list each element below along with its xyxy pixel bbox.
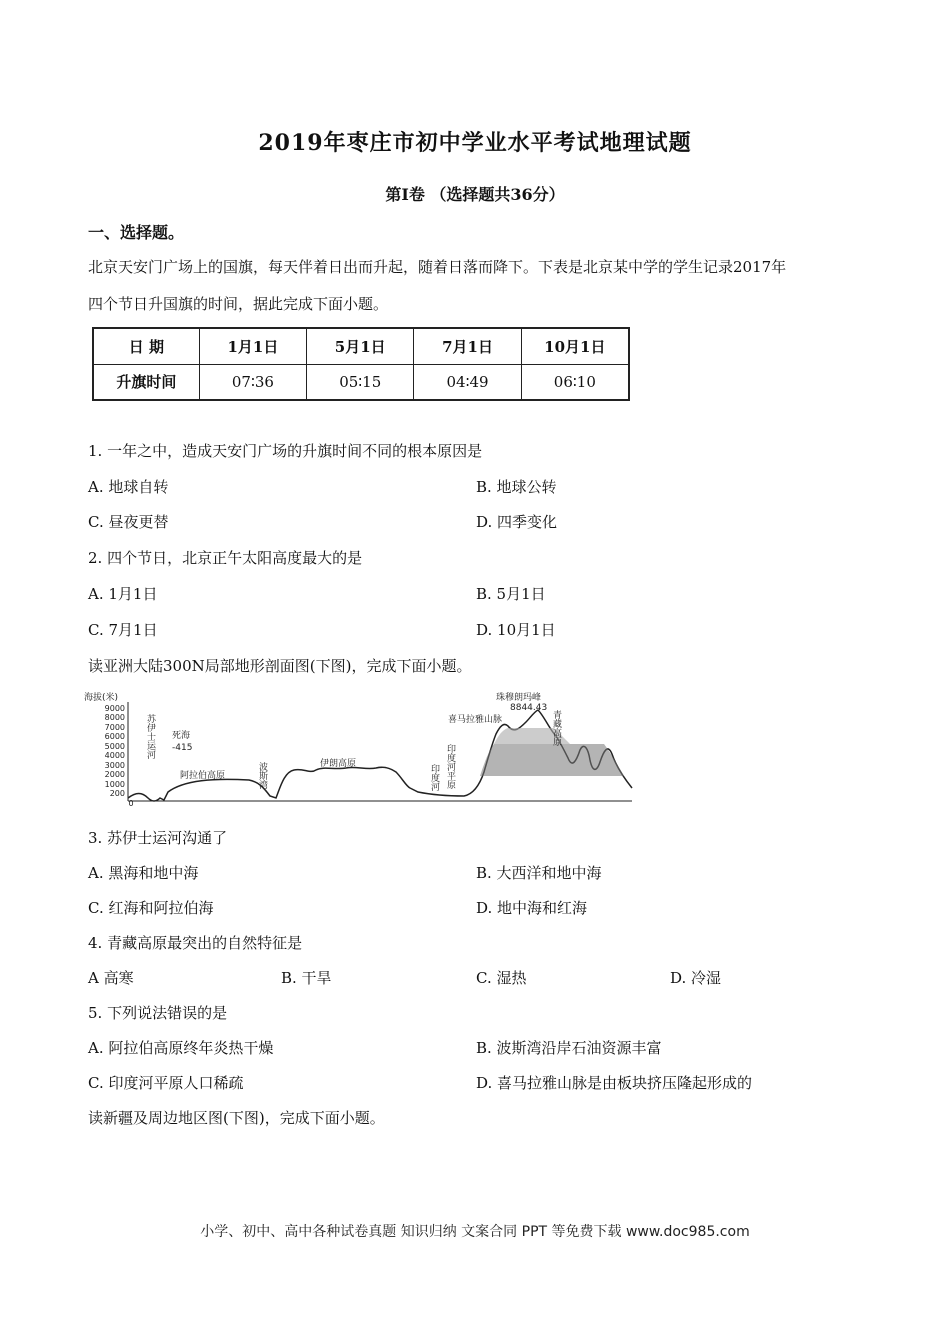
q3-option-c[interactable]: C. 红海和阿拉伯海 [88, 899, 214, 917]
y-tick-label: 4000 [104, 751, 125, 760]
q1-option-b[interactable]: B. 地球公转 [476, 478, 557, 496]
label-dead-sea: 死海 [172, 731, 191, 741]
q4-option-d[interactable]: D. 冷湿 [670, 969, 722, 987]
label-himalaya: 喜马拉雅山脉 [448, 715, 503, 725]
label-everest: 珠穆朗玛峰 [496, 693, 542, 703]
y-tick-label: 7000 [104, 723, 125, 732]
q4-option-a[interactable]: A 高寒 [88, 969, 134, 987]
table-header-cell: 1月1日 [199, 328, 306, 364]
table-row [93, 328, 629, 364]
table-cell: 升旗时间 [93, 364, 199, 400]
table-header-cell: 5月1日 [307, 328, 414, 364]
q5-option-d[interactable]: D. 喜马拉雅山脉是由板块挤压隆起形成的 [476, 1074, 753, 1092]
table-cell: 06∶10 [521, 364, 629, 400]
table-cell: 04∶49 [414, 364, 521, 400]
label-suez-canal: 苏伊士运河 [145, 714, 155, 759]
table-header-cell: 10月1日 [521, 328, 629, 364]
y-tick-label: 200 [109, 789, 125, 798]
table-header-cell: 7月1日 [414, 328, 521, 364]
label-persian-gulf: 波斯湾 [257, 762, 267, 789]
q1-option-a[interactable]: A. 地球自转 [88, 478, 169, 496]
plateau-shading [480, 744, 624, 776]
q2-option-c[interactable]: C. 7月1日 [88, 621, 158, 639]
q5-option-b[interactable]: B. 波斯湾沿岸石油资源丰富 [476, 1039, 662, 1057]
question-2-stem: 2. 四个节日，北京正午太阳高度最大的是 [88, 549, 363, 567]
q2-option-b[interactable]: B. 5月1日 [476, 585, 546, 603]
y-tick-label: 6000 [104, 732, 125, 741]
table-cell: 05∶15 [307, 364, 414, 400]
label-tibet: 青藏高原 [551, 710, 561, 746]
q1-option-c[interactable]: C. 昼夜更替 [88, 513, 169, 531]
q1-option-d[interactable]: D. 四季变化 [476, 513, 558, 531]
table-row [93, 364, 629, 400]
label-arabia: 阿拉伯高原 [180, 771, 226, 781]
label-everest-value: 8844.43 [510, 703, 548, 713]
question-3-stem: 3. 苏伊士运河沟通了 [88, 829, 228, 847]
page-footer: 小学、初中、高中各种试卷真题 知识归纳 文案合同 PPT 等免费下载 www.doc985.com [200, 1224, 750, 1240]
y-tick-label: 0 [128, 799, 134, 806]
question-5-stem: 5. 下列说法错误的是 [88, 1004, 228, 1022]
q5-option-a[interactable]: A. 阿拉伯高原终年炎热干燥 [88, 1039, 274, 1057]
table-cell: 07∶36 [199, 364, 306, 400]
y-tick-label: 8000 [104, 713, 125, 722]
question-1-stem: 1. 一年之中，造成天安门广场的升旗时间不同的根本原因是 [88, 442, 483, 460]
q3-option-b[interactable]: B. 大西洋和地中海 [476, 864, 602, 882]
q3-option-d[interactable]: D. 地中海和红海 [476, 899, 588, 917]
intro-map: 读新疆及周边地区图(下图)，完成下面小题。 [88, 1109, 385, 1127]
q2-option-d[interactable]: D. 10月1日 [476, 621, 556, 639]
y-tick-label: 9000 [104, 704, 125, 713]
q2-option-a[interactable]: A. 1月1日 [88, 585, 158, 603]
q3-option-a[interactable]: A. 黑海和地中海 [88, 864, 199, 882]
intro-line-2: 四个节日升国旗的时间，据此完成下面小题。 [88, 295, 389, 313]
q4-option-b[interactable]: B. 干旱 [281, 969, 332, 987]
intro-line-1: 北京天安门广场上的国旗，每天伴着日出而升起，随着日落而降下。下表是北京某中学的学生记录2017年 [88, 258, 787, 276]
terrain-profile-figure [84, 688, 636, 806]
label-indus-river: 印度河 [429, 764, 439, 791]
section-heading: 一、选择题。 [88, 223, 185, 242]
q5-option-c[interactable]: C. 印度河平原人口稀疏 [88, 1074, 244, 1092]
question-4-stem: 4. 青藏高原最突出的自然特征是 [88, 934, 303, 952]
label-dead-sea-value: -415 [172, 743, 193, 753]
y-tick-label: 3000 [104, 761, 125, 770]
page-title: 2019年枣庄市初中学业水平考试地理试题 [258, 130, 692, 156]
q4-option-c[interactable]: C. 湿热 [476, 969, 527, 987]
label-indus-plain: 印度河平原 [445, 744, 455, 789]
label-iran: 伊朗高原 [320, 759, 357, 769]
y-tick-label: 5000 [104, 742, 125, 751]
intro-profile: 读亚洲大陆300N局部地形剖面图(下图)，完成下面小题。 [88, 657, 472, 675]
y-tick-label: 2000 [104, 770, 125, 779]
flag-time-table [92, 327, 630, 401]
part-heading: 第Ⅰ卷 （选择题共36分） [385, 185, 565, 204]
table-header-cell: 日 期 [93, 328, 199, 364]
y-axis-label: 海拔(米) [84, 693, 119, 703]
y-tick-label: 1000 [104, 780, 125, 789]
